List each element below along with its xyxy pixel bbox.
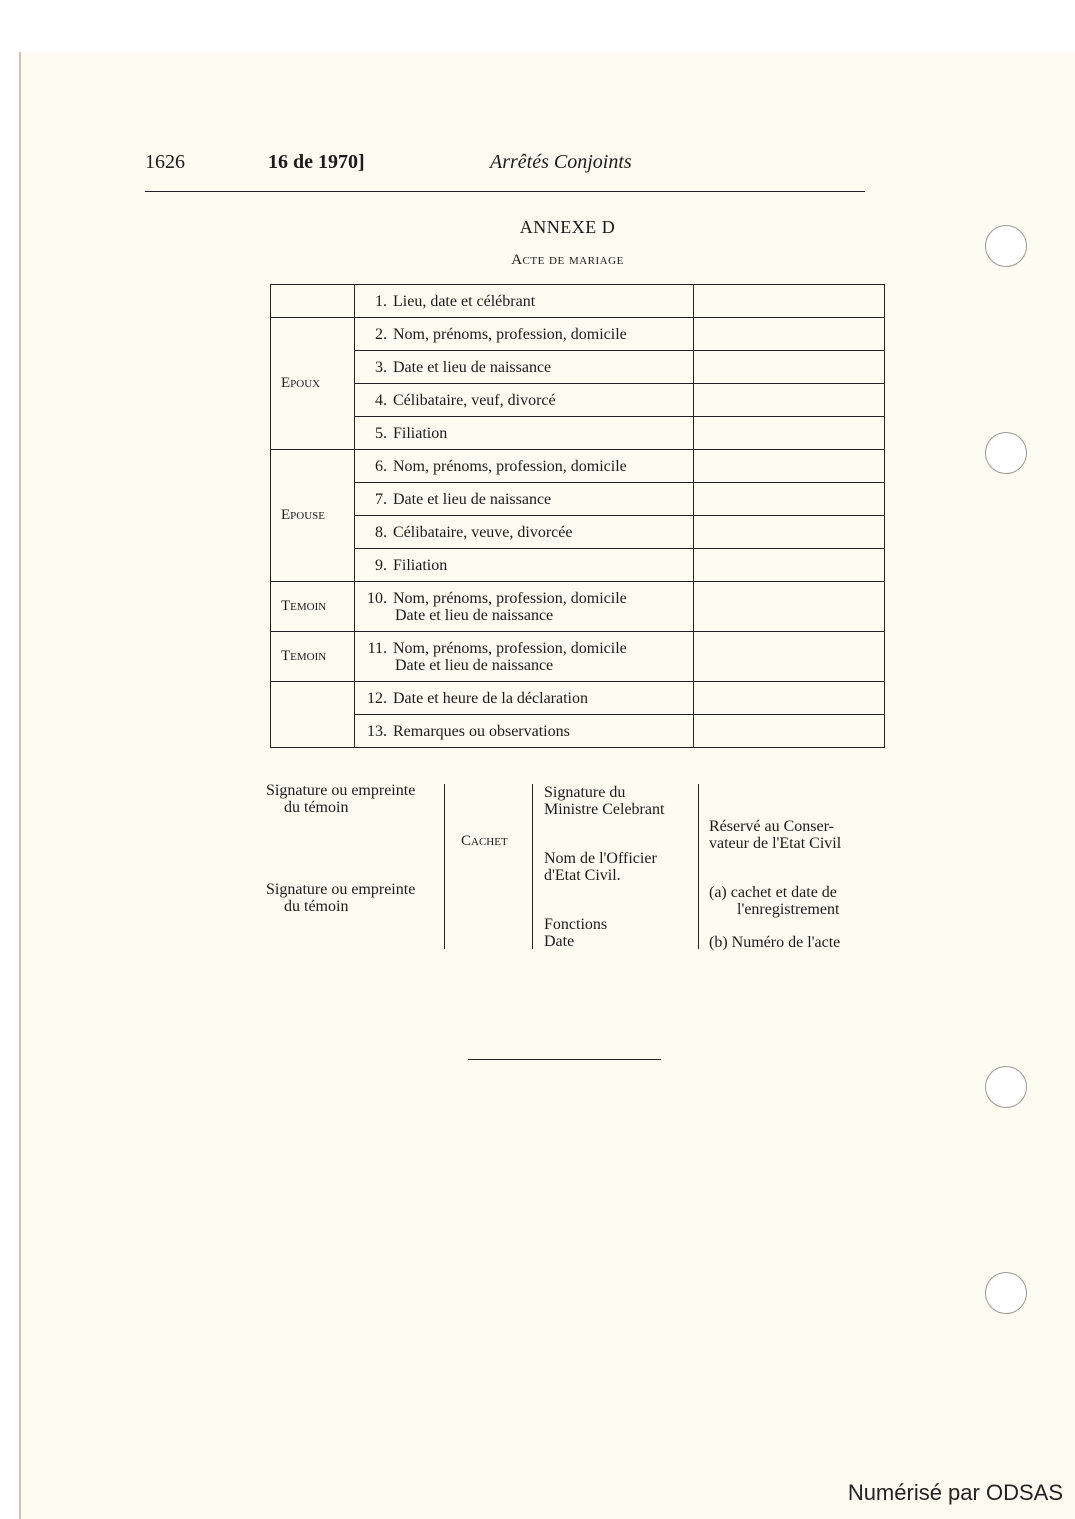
item-a-line2: l'enregistrement	[737, 901, 840, 918]
digitization-credit: Numérisé par ODSAS	[847, 1480, 1063, 1505]
table-row	[271, 549, 885, 582]
group-cell-empty	[271, 682, 355, 748]
table-row	[271, 285, 885, 318]
functions-label: Fonctions	[544, 916, 608, 933]
cachet-label: Cachet	[461, 833, 508, 849]
field-value	[694, 715, 885, 748]
table-row	[271, 417, 885, 450]
group-temoin-1: Temoin	[271, 582, 355, 632]
officer-name	[544, 850, 657, 884]
witness-1-line2: du témoin	[284, 799, 349, 816]
page-number: 1626	[145, 151, 185, 173]
header-rule	[145, 191, 865, 192]
table-row	[271, 715, 885, 748]
table-row	[271, 318, 885, 351]
officer-line1: Nom de l'Officier	[544, 850, 657, 867]
punch-hole	[985, 1066, 1027, 1108]
field-label: 13. Remarques ou observations	[355, 715, 694, 748]
marriage-record-table	[270, 284, 885, 748]
field-value	[694, 516, 885, 549]
functions-date	[544, 916, 607, 950]
field-value	[694, 384, 885, 417]
field-label: 5. Filiation	[355, 417, 694, 450]
reserved-line2: vateur de l'Etat Civil	[709, 835, 842, 852]
reserved-conservateur	[709, 818, 841, 852]
group-epoux: Epoux	[271, 318, 355, 450]
item-b: (b) Numéro de l'acte	[709, 934, 841, 951]
table-row	[271, 582, 885, 632]
end-rule	[468, 1059, 661, 1060]
field-label: 1. Lieu, date et célébrant	[355, 285, 694, 318]
group-cell-empty	[271, 285, 355, 318]
field-label: 9. Filiation	[355, 549, 694, 582]
field-value	[694, 682, 885, 715]
field-value	[694, 483, 885, 516]
field-label: 10. Nom, prénoms, profession, domicile Date et lieu de naissance	[355, 582, 694, 632]
annex-subtitle: Acte de mariage	[511, 252, 624, 268]
field-label: 2. Nom, prénoms, profession, domicile	[355, 318, 694, 351]
minister-line1: Signature du	[544, 784, 626, 801]
table-row	[271, 483, 885, 516]
header-title: Arrêtés Conjoints	[490, 151, 632, 173]
running-header	[0, 151, 1075, 181]
group-temoin-2: Temoin	[271, 632, 355, 682]
table-row	[271, 632, 885, 682]
minister-line2: Ministre Celebrant	[544, 801, 665, 818]
table-row	[271, 384, 885, 417]
item-a	[709, 884, 839, 918]
field-value	[694, 632, 885, 682]
table-row	[271, 516, 885, 549]
punch-hole	[985, 432, 1027, 474]
field-value	[694, 582, 885, 632]
minister-signature	[544, 784, 664, 818]
field-label: 7. Date et lieu de naissance	[355, 483, 694, 516]
divider	[444, 784, 445, 949]
signature-block	[266, 782, 866, 950]
field-label: 4. Célibataire, veuf, divorcé	[355, 384, 694, 417]
field-label: 8. Célibataire, veuve, divorcée	[355, 516, 694, 549]
field-label: 3. Date et lieu de naissance	[355, 351, 694, 384]
field-label: 12. Date et heure de la déclaration	[355, 682, 694, 715]
officer-line2: d'Etat Civil.	[544, 867, 621, 884]
date-label: Date	[544, 933, 575, 950]
witness-2-line1: Signature ou empreinte	[266, 881, 416, 898]
table-row	[271, 351, 885, 384]
field-value	[694, 549, 885, 582]
witness-2-line2: du témoin	[284, 898, 349, 915]
reserved-line1: Réservé au Conser-	[709, 818, 834, 835]
table-row	[271, 682, 885, 715]
field-value	[694, 450, 885, 483]
table-row	[271, 450, 885, 483]
field-value	[694, 417, 885, 450]
field-value	[694, 285, 885, 318]
item-a-line1: (a) cachet et date de	[709, 884, 837, 901]
field-label: 6. Nom, prénoms, profession, domicile	[355, 450, 694, 483]
divider	[532, 784, 533, 949]
witness-1-signature	[266, 782, 415, 816]
witness-2-signature	[266, 881, 415, 915]
punch-hole	[985, 225, 1027, 267]
field-label: 11. Nom, prénoms, profession, domicile Date et lieu de naissance	[355, 632, 694, 682]
group-epouse: Epouse	[271, 450, 355, 582]
divider	[698, 784, 699, 949]
field-value	[694, 351, 885, 384]
witness-1-line1: Signature ou empreinte	[266, 782, 416, 799]
annex-title: ANNEXE D	[519, 217, 616, 237]
header-date: 16 de 1970]	[268, 151, 365, 173]
field-value	[694, 318, 885, 351]
punch-hole	[985, 1272, 1027, 1314]
